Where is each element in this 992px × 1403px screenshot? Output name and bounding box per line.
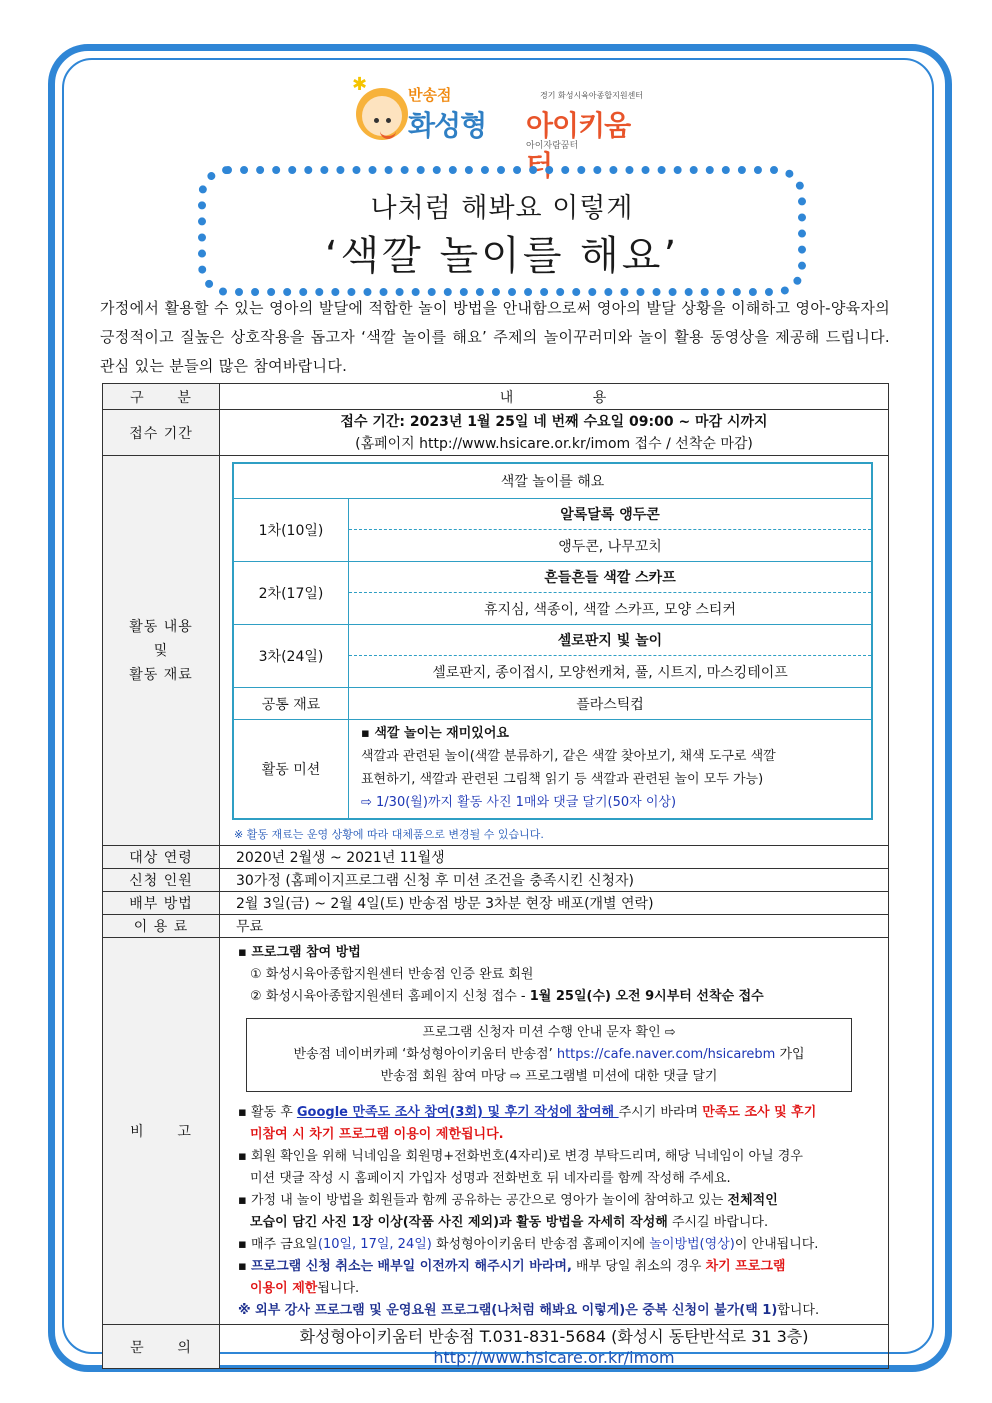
- contact-url[interactable]: http://www.hsicare.or.kr/imom: [433, 1347, 675, 1367]
- note-duplicate: ※ 외부 강사 프로그램 및 운영요원 프로그램(나처럼 해봐요 이렇게)은 중복 신청이 불가(택 1)합니다.: [238, 1303, 820, 1318]
- fee-label: 이 용 료: [103, 915, 220, 938]
- logo-name-blue: 화성형: [408, 109, 487, 142]
- activity-label: 활동 내용 및 활동 재료: [103, 456, 220, 846]
- mission-label: 활동 미션: [233, 720, 349, 820]
- activity-row: [103, 456, 889, 846]
- round2-label: 2차(17일): [233, 562, 349, 625]
- survey-link[interactable]: Google 만족도 조사 참여(3회) 및 후기 작성에 참여해: [296, 1105, 619, 1120]
- header-content: 내 용: [220, 384, 889, 410]
- fee-row: [103, 915, 889, 938]
- notes-content: ▪ 프로그램 참여 방법 ① 화성시육아종합지원센터 반송점 인증 완료 회원 ② 화성시육아종합지원센터 홈페이지 신청 접수 - 1월 25일(수) 오전 9시부터 선착순 접수 프로그램 신청자 미션 수행 안내 문자 확인 ⇨ 반송점 네이버카페 ‘화성형아이키움터 반송점’ https://cafe.naver.com/hsicarebm 가입 반송점 회원 참여 마당 ⇨ 프로그램별 미션에 대한 댓글 달기 ▪ 활동 후 Google 만족도 조사 참여(3회) 및 후기 작성에 참여해 주시기 바라며 만족도 조사 및 후기 미참여 시 차기 프로그램 이용이 제한됩니다. ▪ 회원 확인을 위해 닉네임을 회원명+전화번호(4자리)로 변경 부탁드리며, 해당 닉네임이 아닐 경우 미션 댓글 작성 시 홈페이지 가입자 성명과 전화번호 뒤 네자리를 함께 작성해 주세요. ▪ 가정 내 놀이 방법을 회원들과 함께 공유하는 공간으로 영아가 놀이에 참여하고 있는 전체적인 모습이 담긴 사진 1장 이상(작품 사진 제외)과 활동 방법을 자세히 작성해 주시길 바랍니다. ▪ 매주 금요일(10일, 17일, 24일) 화성형아이키움터 반송점 홈페이지에 놀이방법(영상)이 안내됩니다. ▪ 프로그램 신청 취소는 배부일 이전까지 해주시기 바라며, 배부 당일 취소의 경우 차기 프로그램 이용이 제한됩니다. ※ 외부 강사 프로그램 및 운영요원 프로그램(나처럼 해봐요 이렇게)은 중복 신청이 불가(택 1)합니다.: [220, 938, 888, 1324]
- intro-paragraph: 가정에서 활용할 수 있는 영아의 발달에 적합한 놀이 방법을 안내함으로써 영아의 발달 상황을 이해하고 영아-양육자의 긍정적이고 질높은 상호작용을 돕고자 ‘색깔 놀이를 해요’ 주제의 놀이꾸러미와 놀이 활용 동영상을 제공해 드립니다. 관심 있는 분들의 많은 참여바랍니다.: [100, 299, 890, 375]
- common-label: 공통 재료: [233, 688, 349, 720]
- mission-line2: 표현하기, 색깔과 관련된 그림책 읽기 등 색깔과 관련된 놀이 모두 가능): [361, 772, 764, 787]
- mission-title: ▪ 색깔 놀이는 재미있어요: [361, 726, 509, 741]
- delivery-label: 배부 방법: [103, 892, 220, 915]
- round1-label: 1차(10일): [233, 499, 349, 562]
- activity-title: 색깔 놀이를 해요: [233, 463, 872, 499]
- table-header-row: [103, 384, 889, 410]
- method-title: ▪ 프로그램 참여 방법: [238, 945, 361, 960]
- note-nickname: ▪ 회원 확인을 위해 닉네임을 회원명+전화번호(4자리)로 변경 부탁드리며, 해당 닉네임이 아닐 경우: [238, 1149, 803, 1164]
- age-row: [103, 846, 889, 869]
- round3-name: 셀로판지 빛 놀이: [349, 625, 873, 656]
- round1-materials: 앵두콘, 나무꼬치: [349, 530, 873, 562]
- contact-label: 문 의: [103, 1325, 220, 1369]
- age-value: 2020년 2월생 ~ 2021년 11월생: [220, 846, 889, 869]
- period-line2: (홈페이지 http://www.hsicare.or.kr/imom 접수 / 선착순 마감): [355, 435, 753, 452]
- contact-info: 화성형아이키움터 반송점 T.031-831-5684 (화성시 동탄반석로 31 3층): [299, 1326, 809, 1346]
- note-cancel: ▪ 프로그램 신청 취소는 배부일 이전까지 해주시기 바라며, 배부 당일 취소의 경우 차기 프로그램: [238, 1259, 786, 1274]
- round3-materials: 셀로판지, 종이접시, 모양썬캐쳐, 풀, 시트지, 마스킹테이프: [349, 656, 873, 688]
- notes-row: [103, 938, 889, 1325]
- star-icon: ✱: [352, 74, 368, 95]
- title-box: [198, 166, 806, 296]
- title-line2: ‘색깔 놀이를 해요’: [324, 233, 680, 279]
- period-line1: 접수 기간: 2023년 1월 25일 네 번째 수요일 09:00 ~ 마감 시까지: [340, 413, 768, 430]
- fee-value: 무료: [220, 915, 889, 938]
- logo-name-red: 아이키움터: [526, 109, 631, 182]
- logo-tagline: 아이자람꿈터: [526, 141, 579, 151]
- people-row: [103, 869, 889, 892]
- method2: ② 화성시육아종합지원센터 홈페이지 신청 접수 - 1월 25일(수) 오전 9시부터 선착순 접수: [250, 989, 764, 1004]
- note-photo: ▪ 가정 내 놀이 방법을 회원들과 함께 공유하는 공간으로 영아가 놀이에 참여하고 있는 전체적인: [238, 1193, 778, 1208]
- round2-materials: 휴지심, 색종이, 색깔 스카프, 모양 스티커: [349, 593, 873, 625]
- people-label: 신청 인원: [103, 869, 220, 892]
- delivery-value: 2월 3일(금) ~ 2월 4일(토) 반송점 방문 3차분 현장 배포(개별 연락): [220, 892, 889, 915]
- title-line1: 나처럼 해봐요 이렇게: [370, 193, 634, 224]
- mission-line1: 색깔과 관련된 놀이(색깔 분류하기, 같은 색깔 찾아보기, 채색 도구로 색깔: [361, 749, 776, 764]
- mission-notice-box: 프로그램 신청자 미션 수행 안내 문자 확인 ⇨ 반송점 네이버카페 ‘화성형아이키움터 반송점’ https://cafe.naver.com/hsicarebm 가입 반송점 회원 참여 마당 ⇨ 프로그램별 미션에 대한 댓글 달기: [246, 1018, 852, 1092]
- logo-center: 경기 화성시육아종합지원센터: [540, 91, 644, 100]
- logo: [352, 74, 656, 182]
- note-survey: ▪ 활동 후 Google 만족도 조사 참여(3회) 및 후기 작성에 참여해 주시기 바라며 만족도 조사 및 후기: [238, 1105, 817, 1120]
- period-label: 접수 기간: [103, 410, 220, 456]
- header-category: 구 분: [103, 384, 220, 410]
- info-table: [102, 383, 889, 1369]
- common-value: 플라스틱컵: [349, 688, 873, 720]
- delivery-row: [103, 892, 889, 915]
- note-friday: ▪ 매주 금요일(10일, 17일, 24일) 화성형아이키움터 반송점 홈페이지에 놀이방법(영상)이 안내됩니다.: [238, 1237, 819, 1252]
- logo-face-icon: [356, 88, 408, 140]
- age-label: 대상 연령: [103, 846, 220, 869]
- round1-name: 알록달록 앵두콘: [349, 499, 873, 530]
- contact-row: [103, 1325, 889, 1369]
- method1: ① 화성시육아종합지원센터 반송점 인증 완료 회원: [250, 967, 534, 982]
- notes-label: 비 고: [103, 938, 220, 1325]
- logo-branch: 반송점: [408, 86, 452, 104]
- activity-table: [232, 462, 873, 820]
- activity-note: ※ 활동 재료는 운영 상황에 따라 대체품으로 변경될 수 있습니다.: [234, 828, 544, 841]
- round3-label: 3차(24일): [233, 625, 349, 688]
- people-value: 30가정 (홈페이지프로그램 신청 후 미션 조건을 충족시킨 신청자): [220, 869, 889, 892]
- cafe-link[interactable]: https://cafe.naver.com/hsicarebm: [556, 1047, 776, 1062]
- mission-line3: ⇨ 1/30(월)까지 활동 사진 1매와 댓글 달기(50자 이상): [361, 795, 677, 810]
- round2-name: 흔들흔들 색깔 스카프: [349, 562, 873, 593]
- period-row: [103, 410, 889, 456]
